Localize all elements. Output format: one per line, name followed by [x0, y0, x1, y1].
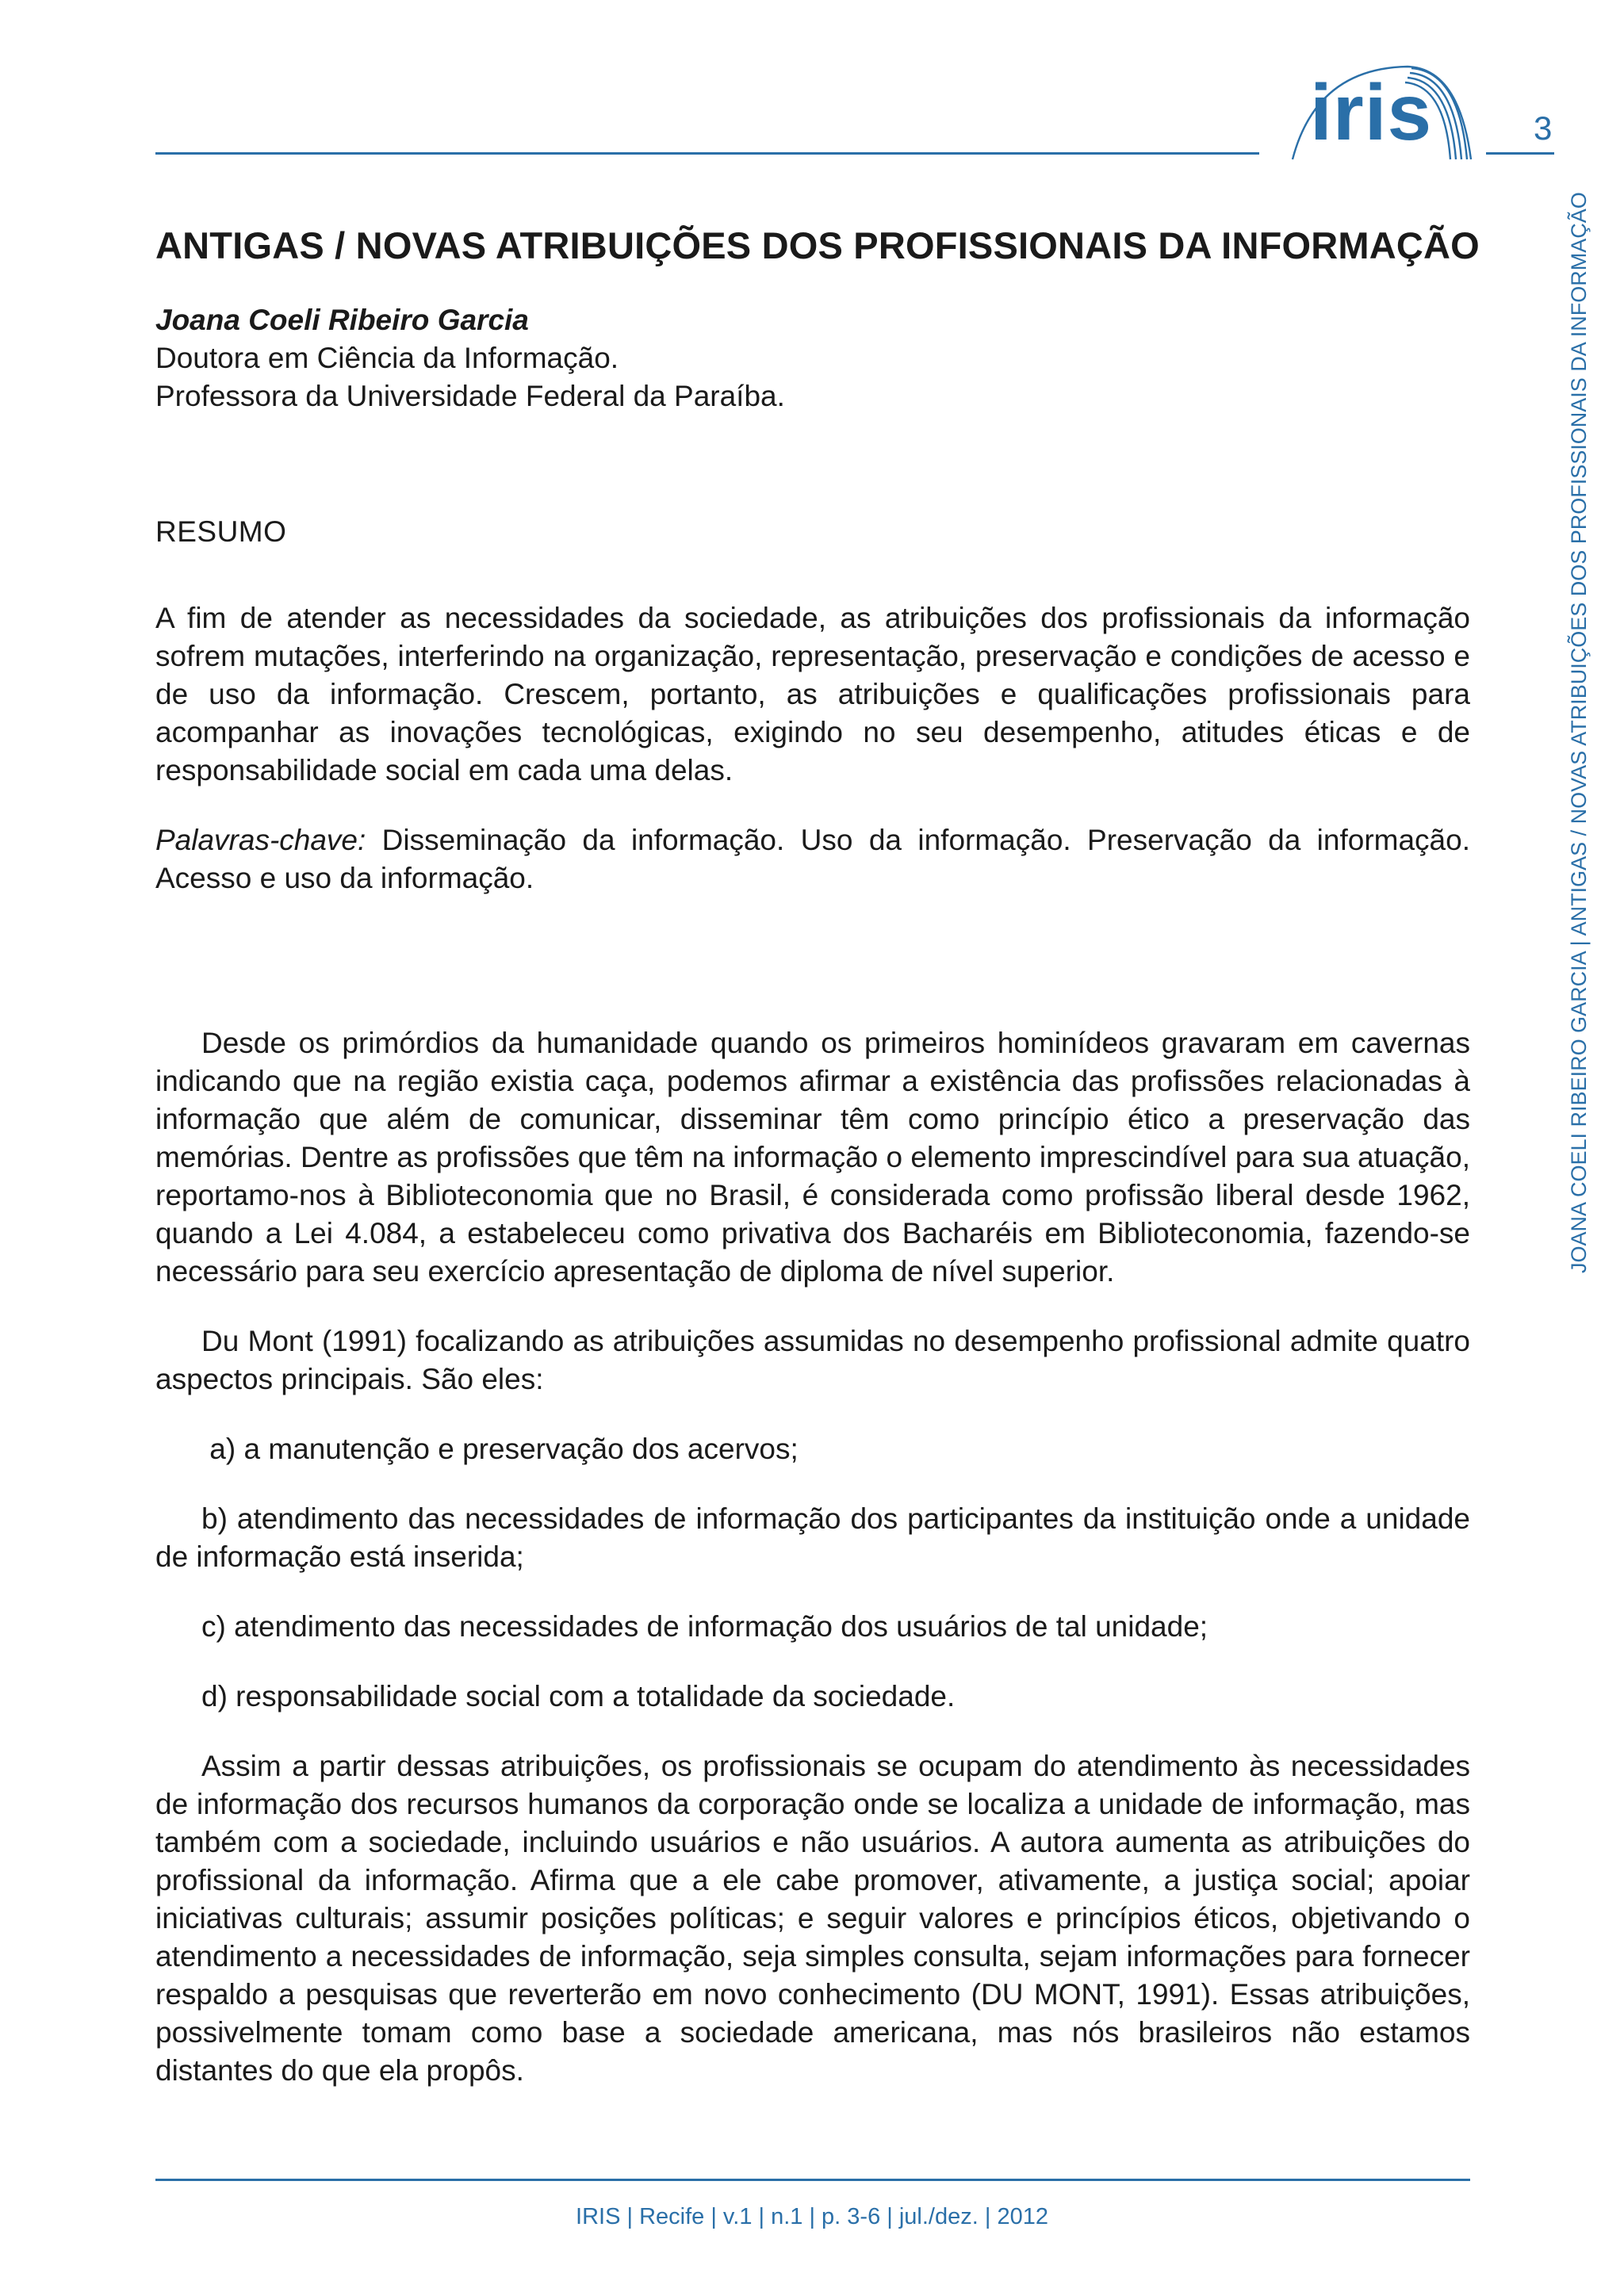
list-item: c) atendimento das necessidades de informação dos usuários de tal unidade;	[201, 1610, 1208, 1643]
side-running-title: JOANA COELI RIBEIRO GARCIA | ANTIGAS / NOVAS ATRIBUIÇÕES DOS PROFISSIONAIS DA INFORMAÇÃO	[1567, 192, 1591, 1273]
article-title: ANTIGAS / NOVAS ATRIBUIÇÕES DOS PROFISSIONAIS DA INFORMAÇÃO	[155, 224, 1480, 266]
author-name: Joana Coeli Ribeiro Garcia	[155, 304, 529, 336]
article-body	[155, 1024, 1470, 2122]
abstract-text: A fim de atender as necessidades da sociedade, as atribuições dos profissionais da informação sofrem mutações, interferindo na organização, representação, preservação e condições de acesso e de uso da informação. Crescem, portanto, as atribuições e qualificações profissionais para acompanhar as inovações tecnológicas, exigindo no seu desempenho, atitudes éticas e de responsabilidade social em cada uma delas.	[155, 602, 1470, 786]
body-paragraph: Assim a partir dessas atribuições, os profissionais se ocupam do atendimento às necessidades de informação dos recursos humanos da corporação onde se localiza a unidade de informação, mas também com a sociedade, incluindo usuários e não usuários. A autora aumenta as atribuições do profissional da informação. Afirma que a ele cabe promover, ativamente, a justiça social; apoiar iniciativas culturais; assumir posições políticas; e seguir valores e princípios éticos, objetivando o atendimento a necessidades de informação, seja simples consulta, sejam informações para fornecer respaldo a pesquisas que reverterão em novo conhecimento (DU MONT, 1991). Essas atribuições, possivelmente tomam como base a sociedade americana, mas nós brasileiros não estamos distantes do que ela propôs.	[155, 1750, 1470, 2087]
author-affiliation-institution: Professora da Universidade Federal da Paraíba.	[155, 380, 785, 412]
abstract-section	[155, 599, 1470, 929]
logo-text: iris	[1310, 68, 1433, 157]
author-block	[155, 301, 785, 415]
keywords-label: Palavras-chave:	[155, 824, 366, 856]
keywords-line	[155, 821, 1470, 897]
list-item: a) a manutenção e preservação dos acervos;	[201, 1433, 799, 1465]
body-paragraph: Desde os primórdios da humanidade quando os primeiros hominídeos gravaram em cavernas indicando que na região existia caça, podemos afirmar a existência das profissões relacionadas à informação que além de comunicar, disseminar têm como princípio ético a preservação das memórias. Dentre as profissões que têm na informação o elemento imprescindível para sua atuação, reportamo-nos à Biblioteconomia que no Brasil, é considerada como profissão liberal desde 1962, quando a Lei 4.084, a estabeleceu como privativa dos Bacharéis em Biblioteconomia, fazendo-se necessário para seu exercício apresentação de diploma de nível superior.	[155, 1027, 1470, 1288]
author-affiliation-degree: Doutora em Ciência da Informação.	[155, 342, 619, 374]
keywords-text: Disseminação da informação. Uso da informação. Preservação da informação. Acesso e uso da informação.	[155, 824, 1470, 894]
footer-citation: IRIS | Recife | v.1 | n.1 | p. 3-6 | jul./dez. | 2012	[576, 2204, 1048, 2229]
footer-rule	[155, 2179, 1470, 2181]
page-number: 3	[1534, 109, 1553, 147]
body-paragraph: Du Mont (1991) focalizando as atribuições assumidas no desempenho profissional admite quatro aspectos principais. São eles:	[155, 1325, 1470, 1395]
list-item: d) responsabilidade social com a totalidade da sociedade.	[201, 1680, 956, 1712]
header-rule-left	[155, 152, 1259, 155]
list-item: b) atendimento das necessidades de informação dos participantes da instituição onde a unidade de informação está inserida;	[155, 1502, 1470, 1573]
abstract-heading: RESUMO	[155, 515, 287, 548]
header-rule-right	[1486, 152, 1554, 155]
